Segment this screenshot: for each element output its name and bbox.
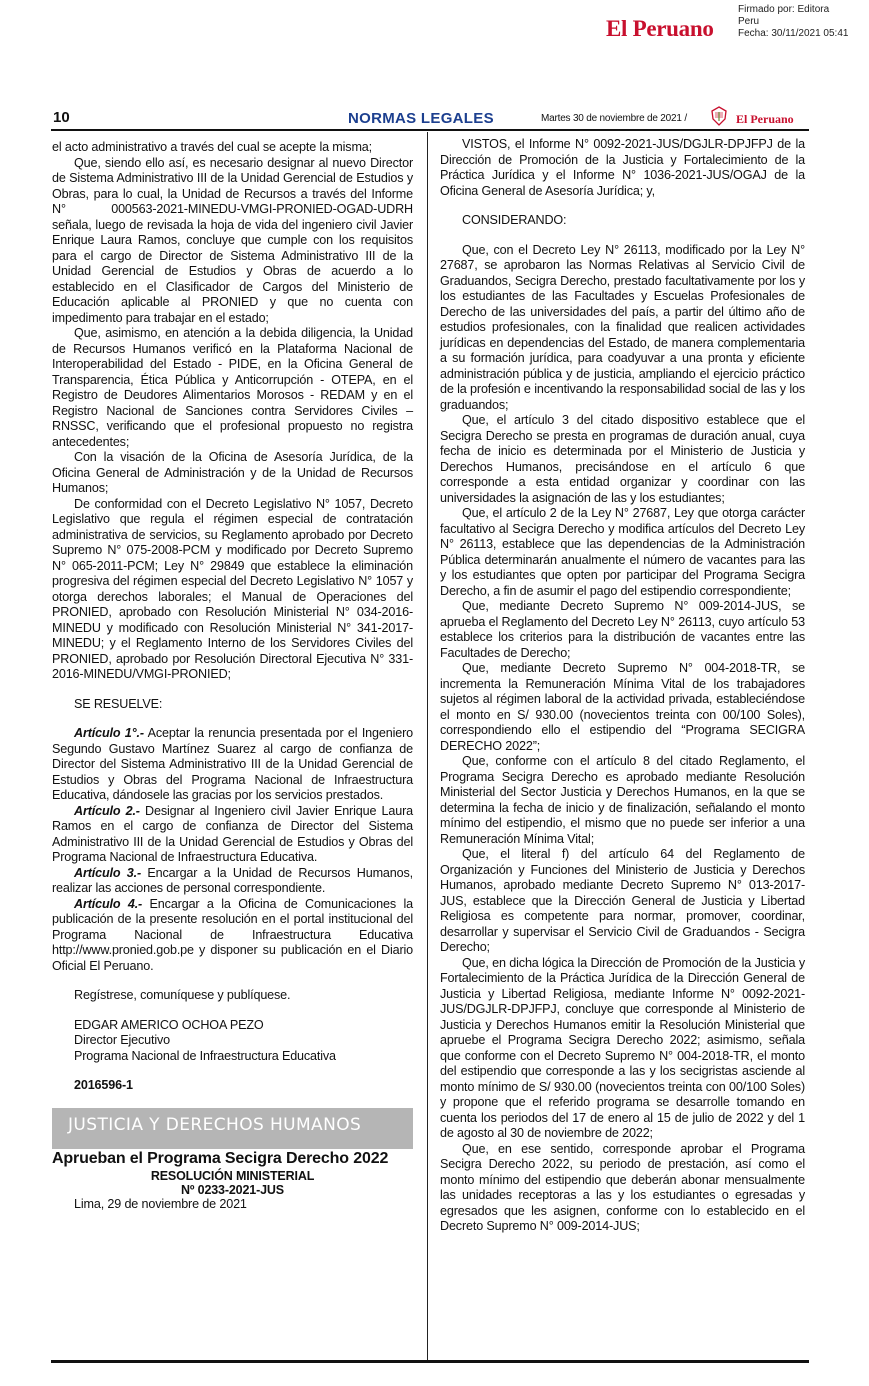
paragraph: Que, en ese sentido, corresponde aprobar el Programa Secigra Derecho 2022, su periodo de prestación, así como el monto mínimo del estipendio que deberán abonar mensualmente las unidades receptoras a las y los estudiantes o egresadas y egresados que les asignen, conforme con lo establecido en el Decreto Supremo N° 009-2014-JUS; bbox=[440, 1141, 805, 1233]
page-header bbox=[51, 103, 809, 131]
section-banner bbox=[52, 1108, 413, 1149]
footer-rule bbox=[51, 1360, 809, 1363]
paragraph: Que, mediante Decreto Supremo N° 009-2014-JUS, se aprueba el Reglamento del Decreto Ley N° 26113, cuyo artículo 53 establece los criterios para la distribución de vacantes entre las Facultades de Derecho; bbox=[440, 599, 805, 660]
article-text: Designar al Ingeniero civil Javier Enrique Laura Ramos en el cargo de confianza de Director del Sistema Administrativo III de la Unidad Gerencial de Estudios y Obras del Programa Nacional de Infraestructura Educativa. bbox=[52, 803, 413, 864]
closing-formula: Regístrese, comuníquese y publíquese. bbox=[74, 988, 291, 1002]
paragraph: Que, con el Decreto Ley N° 26113, modificado por la Ley N° 27687, se aprobaron las Normas Relativas al Servicio Civil de Graduandos, Secigra Derecho, prestado facultativamente por los y los estudiantes de las Facultades y Escuelas Profesionales de Derecho de las universidades del país, a partir del último año de estudios profesionales, con la finalidad que realicen actividades jurídicas en dependencias del Estado, de manera complementaria a su formación jurídica, para coadyuvar a una pronta y eficiente administración pública y de justicia, ampliando el ejercicio práctico de la profesión e incentivando la responsabilidad social de las y los graduandos; bbox=[440, 242, 805, 412]
article-4 bbox=[52, 897, 413, 975]
article-1 bbox=[52, 726, 413, 804]
article-label: Artículo 2.- bbox=[74, 803, 140, 818]
column-divider bbox=[427, 132, 428, 1360]
paragraph: Que, conforme con el artículo 8 del citado Reglamento, el Programa Secigra Derecho es aprobado mediante Resolución Ministerial del Sector Justicia y Derechos Humanos, en la que se determina la fecha de inicio y de finalización, señalando el monto mínimo del estipendio, el mismo que no puede ser inferior a una Remuneración Mínima Vital; bbox=[440, 754, 805, 846]
issue-date: Martes 30 de noviembre de 2021 / bbox=[541, 113, 687, 124]
article-label: Artículo 3.- bbox=[74, 865, 142, 880]
norm-title: Aprueban el Programa Secigra Derecho 2022 bbox=[52, 1149, 389, 1167]
considerando-heading: CONSIDERANDO: bbox=[462, 213, 567, 227]
article-label: Artículo 4.- bbox=[74, 896, 143, 911]
paragraph: Que, siendo ello así, es necesario designar al nuevo Director de Sistema Administrativo III de la Unidad Gerencial de Estudios y Obras, para lo cual, la Unidad de Recursos a través del Informe N° 000563-2021-MINEDU-VMGI-PRONIED-OGAD-UDRH señala, luego de revisada la hoja de vida del ingeniero civil Javier Enrique Laura Ramos, concluye que cumple con los requisitos para el cargo de Director de Sistema Administrativo III de la Unidad Gerencial de Estudios y Obras de acuerdo a lo establecido en el Clasificador de Cargos del Ministerio de Educación aplicable al PRONIED y que no cuenta con impedimento para trabajar en el estado; bbox=[52, 155, 413, 325]
coat-of-arms-icon bbox=[710, 106, 728, 126]
paragraph: Que, el literal f) del artículo 64 del Reglamento de Organización y Funciones del Ministerio de Justicia y Derechos Humanos, aprobado mediante Decreto Supremo N° 013-2017-JUS, establece que la Dirección General de Justicia y Libertad Religiosa es competente para normar, promover, coordinar, desarrollar y supervisar el Servicio Civil de Graduandos - Secigra Derecho; bbox=[440, 847, 805, 954]
paragraph: Que, mediante Decreto Supremo N° 004-2018-TR, se incrementa la Remuneración Mínima Vital de los trabajadores sujetos al régimen laboral de la actividad privada, estableciéndose el monto en S/ 930.00 (novecientos treinta con 00/100 Soles), correspondiendo ello el estipendio del “Programa SECIGRA DERECHO 2022”; bbox=[440, 661, 805, 753]
paragraph: Que, asimismo, en atención a la debida diligencia, la Unidad de Recursos Humanos verificó en la Plataforma Nacional de Interoperabilidad del Estado - PIDE, en la Oficina General de Transparencia, Ética Pública y Anticorrupción - OTEPA, en el Registro de Deudores Alimentarios Morosos - REDAM y en el Registro Nacional de Sanciones contra Servidores Civiles – RNSSC, verificando que el profesional propuesto no registra antecedentes; bbox=[52, 326, 413, 449]
signature-line: Firmado por: Editora bbox=[738, 4, 830, 15]
paragraph: VISTOS, el Informe N° 0092-2021-JUS/DGJLR-DPJFPJ de la Dirección de Promoción de la Justicia y Fortalecimiento de la Práctica Jurídica y el Informe N° 1036-2021-JUS/OGAJ de la Oficina General de Asesoría Jurídica; y, bbox=[440, 137, 805, 198]
paragraph: Que, el artículo 2 de la Ley N° 27687, Ley que otorga carácter facultativo al Secigra Derecho y modifica artículos del Decreto Ley N° 26113, establece que las dependencias de la Administración Pública determinarán anualmente el número de vacantes para las y los estudiantes que opten por participar del Programa Secigra Derecho, a fin de asumir el pago del estipendio correspondiente; bbox=[440, 506, 805, 598]
right-column bbox=[440, 137, 805, 1235]
signature-line: Peru bbox=[738, 16, 760, 27]
article-2 bbox=[52, 804, 413, 866]
article-text: Encargar a la Unidad de Recursos Humanos, realizar las acciones de personal correspondiente. bbox=[52, 865, 413, 895]
publication-code: 2016596-1 bbox=[74, 1078, 133, 1092]
signature-line: Fecha: 30/11/2021 05:41 bbox=[738, 28, 849, 39]
paragraph: Con la visación de la Oficina de Asesoría Jurídica, de la Oficina General de Administración y de la Unidad de Recursos Humanos; bbox=[52, 450, 413, 495]
resolution-number: Nº 0233-2021-JUS bbox=[181, 1182, 284, 1197]
left-column bbox=[52, 140, 413, 1212]
section-banner-label: JUSTICIA Y DERECHOS HUMANOS bbox=[68, 1114, 362, 1135]
signer-organization: Programa Nacional de Infraestructura Educativa bbox=[74, 1048, 336, 1063]
article-text: Encargar a la Oficina de Comunicaciones la publicación de la presente resolución en el portal institucional del Programa Nacional de Infraestructura Educativa http://www.pronied.gob.pe y disponer su publicación en el Diario Oficial El Peruano. bbox=[52, 896, 413, 973]
page-number: 10 bbox=[53, 109, 70, 126]
digital-signature-stamp bbox=[738, 4, 848, 40]
article-text: Aceptar la renuncia presentada por el Ingeniero Segundo Gustavo Martínez Suarez al cargo de confianza de Director del Sistema Administrativo III de la Unidad Gerencial de Estudios y Obras del Programa Nacional de Infraestructura Educativa, dándosele las gracias por los servicios prestados. bbox=[52, 726, 413, 802]
paragraph: el acto administrativo a través del cual se acepte la misma; bbox=[52, 140, 372, 154]
signer-title: Director Ejecutivo bbox=[74, 1033, 170, 1047]
paragraph: Que, el artículo 3 del citado dispositivo establece que el Secigra Derecho se presta en programas de duración anual, cuya fecha de inicio es determinada por el Ministerio de Justicia y Derechos Humanos, precisándose en el artículo 6 que corresponde a esta entidad organizar y coordinar con las universidades la asignación de las y los estudiantes; bbox=[440, 413, 805, 505]
el-peruano-logo: El Peruano bbox=[606, 16, 714, 41]
place-date: Lima, 29 de noviembre de 2021 bbox=[74, 1196, 247, 1211]
article-label: Artículo 1°.- bbox=[74, 726, 144, 740]
article-3 bbox=[52, 866, 413, 897]
paragraph: Que, en dicha lógica la Dirección de Promoción de la Justicia y Fortalecimiento de la Práctica Jurídica de la Dirección General de Justicia y Libertad Religiosa, mediante Informe N° 0092-2021-JUS/DGJLR-DPJFPJ, concluye que corresponde al Ministerio de Justicia y Derechos Humanos emitir la Resolución Ministerial que apruebe el Programa Secigra Derecho 2022; asimismo, señala que conforme con el Decreto Supremo N° 004-2018-TR, el monto del estipendio que corresponde a las y los secigristas asciende al monto mínimo de S/ 930.00 (novecientos treinta con 00/100 Soles) y propone que el referido programa se desarrolle tomando en cuenta los periodos del 17 de enero al 15 de julio de 2022 y del 1 de agosto al 30 de noviembre de 2022; bbox=[440, 955, 805, 1140]
resolution-type: RESOLUCIÓN MINISTERIAL bbox=[150, 1168, 315, 1183]
paragraph: De conformidad con el Decreto Legislativo N° 1057, Decreto Legislativo que regula el régimen especial de contratación administrativa de servicios, su Reglamento aprobado por Decreto Supremo N° 075-2008-PCM y modificado por Decreto Supremo N° 065-2011-PCM; Ley N° 29849 que establece la eliminación progresiva del régimen especial del Decreto Legislativo N° 1057 y otorga derechos laborales; el Manual de Operaciones del PRONIED, aprobado con Resolución Ministerial N° 034-2016-MINEDU y modificado con Resolución Ministerial N° 341-2017-MINEDU; y el Reglamento Interno de los Servidores Civiles del PRONIED, aprobado por Resolución Directoral Ejecutiva N° 331-2016-MINEDU/VMGI-PRONIED; bbox=[52, 496, 413, 681]
header-brand: El Peruano bbox=[736, 112, 794, 126]
se-resuelve-heading: SE RESUELVE: bbox=[74, 696, 163, 711]
signer-name: EDGAR AMERICO OCHOA PEZO bbox=[74, 1017, 264, 1032]
section-title: NORMAS LEGALES bbox=[348, 110, 494, 127]
